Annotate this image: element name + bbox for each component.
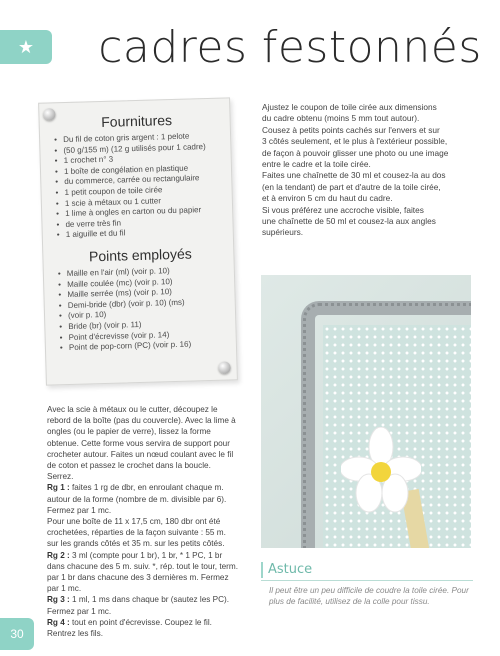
star-icon: ★	[17, 36, 35, 57]
list-item: • 1 crochet n° 3	[55, 152, 221, 167]
row-text: 1 ml, 1 ms dans chaque br (sautez les PC). Fermez par 1 mc.	[47, 595, 230, 616]
frame-photo	[261, 275, 471, 548]
instructions-paragraph: Avec la scie à métaux ou le cutter, découpez le rebord de la boîte (pas du couvercle). Avec la lime à ongles (ou le papier de verre), lissez la forme obtenue. Cette forme vous servira de support pour crocheter autour. Faites un nœud coulant avec le fil de coton et passez le crochet dans la boucle. Serrez.	[47, 405, 236, 482]
pushpin-icon	[218, 361, 230, 373]
flower-icon	[341, 427, 421, 517]
supplies-list	[54, 131, 223, 242]
row-4	[47, 617, 239, 639]
row-label: Rg 3 :	[47, 595, 70, 605]
instructions-paragraph: Pour une boîte de 11 x 17,5 cm, 180 dbr ont été crochetées, réparties de la façon suivante : 55 m. sur les grands côtés et 35 m. sur les petits côtés.	[47, 517, 226, 549]
list-item: • Demi-bride (dbr) (voir p. 10) (ms)	[59, 296, 225, 311]
row-label: Rg 1 :	[47, 483, 70, 493]
row-label: Rg 2 :	[47, 550, 70, 560]
divider	[261, 580, 473, 581]
header-tab	[0, 30, 52, 64]
page-title: cadres festonnés	[98, 22, 482, 73]
intro-paragraph: Ajustez le coupon de toile cirée aux dimensions du cadre obtenu (moins 5 mm tout autour). Cousez à petits points cachés sur l'envers et sur 3 côtés seulement, et le plus à l'extérieur possible, de façon à pouvoir glisser une photo ou une image entre le cadre et la toile cirée. Faites une chaînette de 30 ml et cousez-la au dos (en la tendant) de part et d'autre de la toile cirée, et à environ 5 cm du haut du cadre. Si vous préférez une accroche visible, faites une chaînette de 50 ml et cousez-la aux angles supérieurs.	[262, 102, 449, 238]
list-item: • Point d'écrevisse (voir p. 14)	[60, 328, 226, 343]
supplies-card	[38, 97, 238, 385]
row-3	[47, 594, 239, 616]
list-item: • Bride (br) (voir p. 11)	[59, 318, 225, 333]
list-item: • du commerce, carrée ou rectangulaire	[55, 173, 221, 188]
row-label: Rg 4 :	[47, 617, 70, 627]
list-item: • Du fil de coton gris argent : 1 pelote	[54, 131, 220, 146]
row-2	[47, 550, 239, 595]
list-item: • (50 g/155 m) (12 g utilisés pour 1 cadre)	[54, 141, 220, 156]
list-item: • Maille en l'air (ml) (voir p. 10)	[58, 265, 224, 280]
intro-text	[262, 102, 470, 239]
supplies-heading: Fournitures	[101, 112, 173, 130]
stitches-heading: Points employés	[88, 245, 192, 265]
list-item: • Maille coulée (mc) (voir p. 10)	[58, 275, 224, 290]
list-item: • 1 petit coupon de toile cirée	[55, 184, 221, 199]
list-item: • (voir p. 10)	[59, 307, 225, 322]
row-text: 3 ml (compte pour 1 br), 1 br, * 1 PC, 1 br dans chacune des 5 m. suiv. *, rép. tout le tour, term. par 1 br dans chacune des 3 dernières m. Fermez par 1 mc.	[47, 550, 238, 594]
tip-box	[261, 560, 473, 607]
tip-text: Il peut être un peu difficile de coudre la toile cirée. Pour plus de facilité, utilisez de la colle pour tissu.	[269, 586, 469, 607]
page-number: 30	[0, 618, 34, 650]
list-item: • 1 scie à métaux ou 1 cutter	[56, 194, 222, 209]
row-1	[47, 482, 239, 516]
stitches-list	[58, 265, 226, 354]
list-item: • 1 lime à ongles en carton ou du papier	[56, 205, 222, 220]
row-text: tout en point d'écrevisse. Coupez le fil. Rentrez les fils.	[47, 617, 212, 639]
list-item: • 1 aiguille et du fil	[57, 226, 223, 241]
tip-title: Astuce	[261, 562, 312, 578]
list-item: • de verre très fin	[56, 215, 222, 230]
row-text: faites 1 rg de dbr, en enroulant chaque m. autour de la forme (nombre de m. divisible par 6). Fermez par 1 mc.	[47, 483, 227, 515]
instructions-text	[47, 404, 239, 639]
list-item: • Maille serrée (ms) (voir p. 10)	[58, 286, 224, 301]
list-item: • Point de pop-corn (PC) (voir p. 16)	[60, 339, 226, 354]
list-item: • 1 boîte de congélation en plastique	[55, 162, 221, 177]
